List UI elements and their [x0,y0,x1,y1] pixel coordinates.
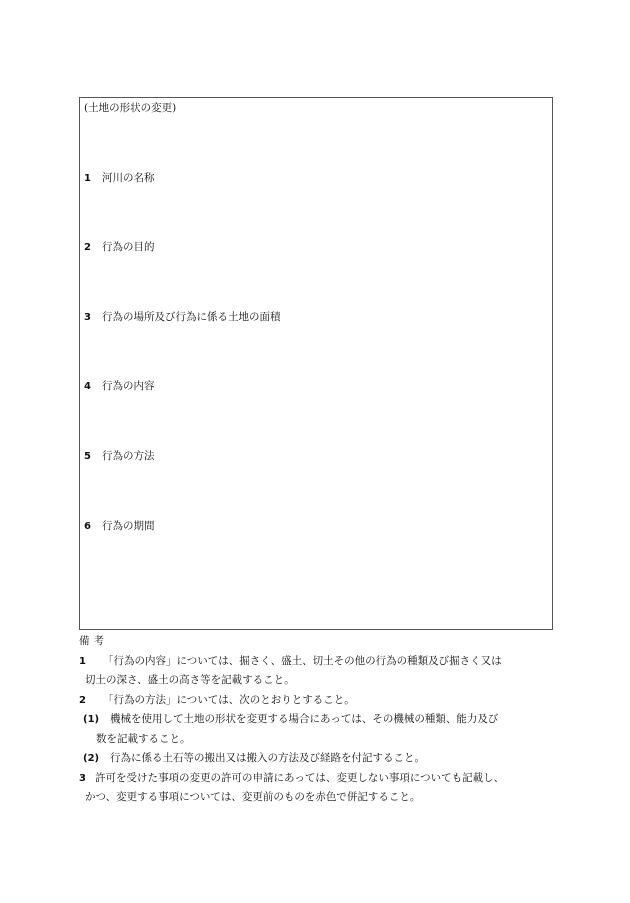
note-number: 1 [79,655,86,667]
form-item-river-name [84,170,155,185]
form-item-location-area [84,309,281,324]
note-text: 「行為の内容」については、掘さく、盛土、切土その他の行為の種類及び掘さく又は [103,654,502,667]
item-label: 行為の方法 [102,450,155,462]
remarks-title: 備考 [79,635,108,647]
item-number: 3 [84,312,91,323]
remark-note-2-sub-1-continuation: 数を記載すること。 [96,732,191,745]
form-item-content [84,378,155,393]
note-text: 許可を受けた事項の変更の許可の申請にあっては、変更しない事項についても記載し、 [95,771,505,784]
sub-note-text: 行為に係る土石等の搬出又は搬入の方法及び経路を付記すること。 [110,752,425,764]
form-item-period [84,518,155,533]
note-number: 2 [79,694,86,706]
item-label: 行為の期間 [102,520,155,532]
item-number: 4 [84,381,91,392]
form-item-method [84,448,155,463]
item-number: 6 [84,521,91,532]
note-number: 3 [79,772,86,784]
remark-note-2-sub-1 [79,710,559,730]
remark-note-2 [79,691,559,711]
remark-note-1 [79,652,559,672]
item-label: 行為の目的 [102,241,155,253]
remarks-section [79,632,559,808]
note-text: 「行為の方法」については、次のとおりとすること。 [103,693,355,706]
item-label: 行為の場所及び行為に係る土地の面積 [102,311,281,323]
remark-note-3-continuation: かつ、変更する事項については、変更前のものを赤色で併記すること。 [85,791,421,803]
sub-note-text: 機械を使用して土地の形状を変更する場合にあっては、その機械の種類、能力及び [110,713,499,725]
item-number: 2 [84,242,91,253]
sub-note-number: (2) [83,753,100,764]
item-label: 行為の内容 [102,380,155,392]
remark-note-3 [79,769,559,789]
item-number: 5 [84,451,91,462]
form-heading: (土地の形状の変更) [84,102,177,114]
sub-note-number: (1) [83,714,100,725]
remark-note-2-sub-2 [79,749,559,769]
form-item-purpose [84,239,155,254]
remark-note-1-continuation: 切土の深さ、盛土の高さ等を記載すること。 [85,674,295,686]
item-label: 河川の名称 [102,172,155,184]
item-number: 1 [84,173,91,184]
application-form-box [79,97,553,630]
